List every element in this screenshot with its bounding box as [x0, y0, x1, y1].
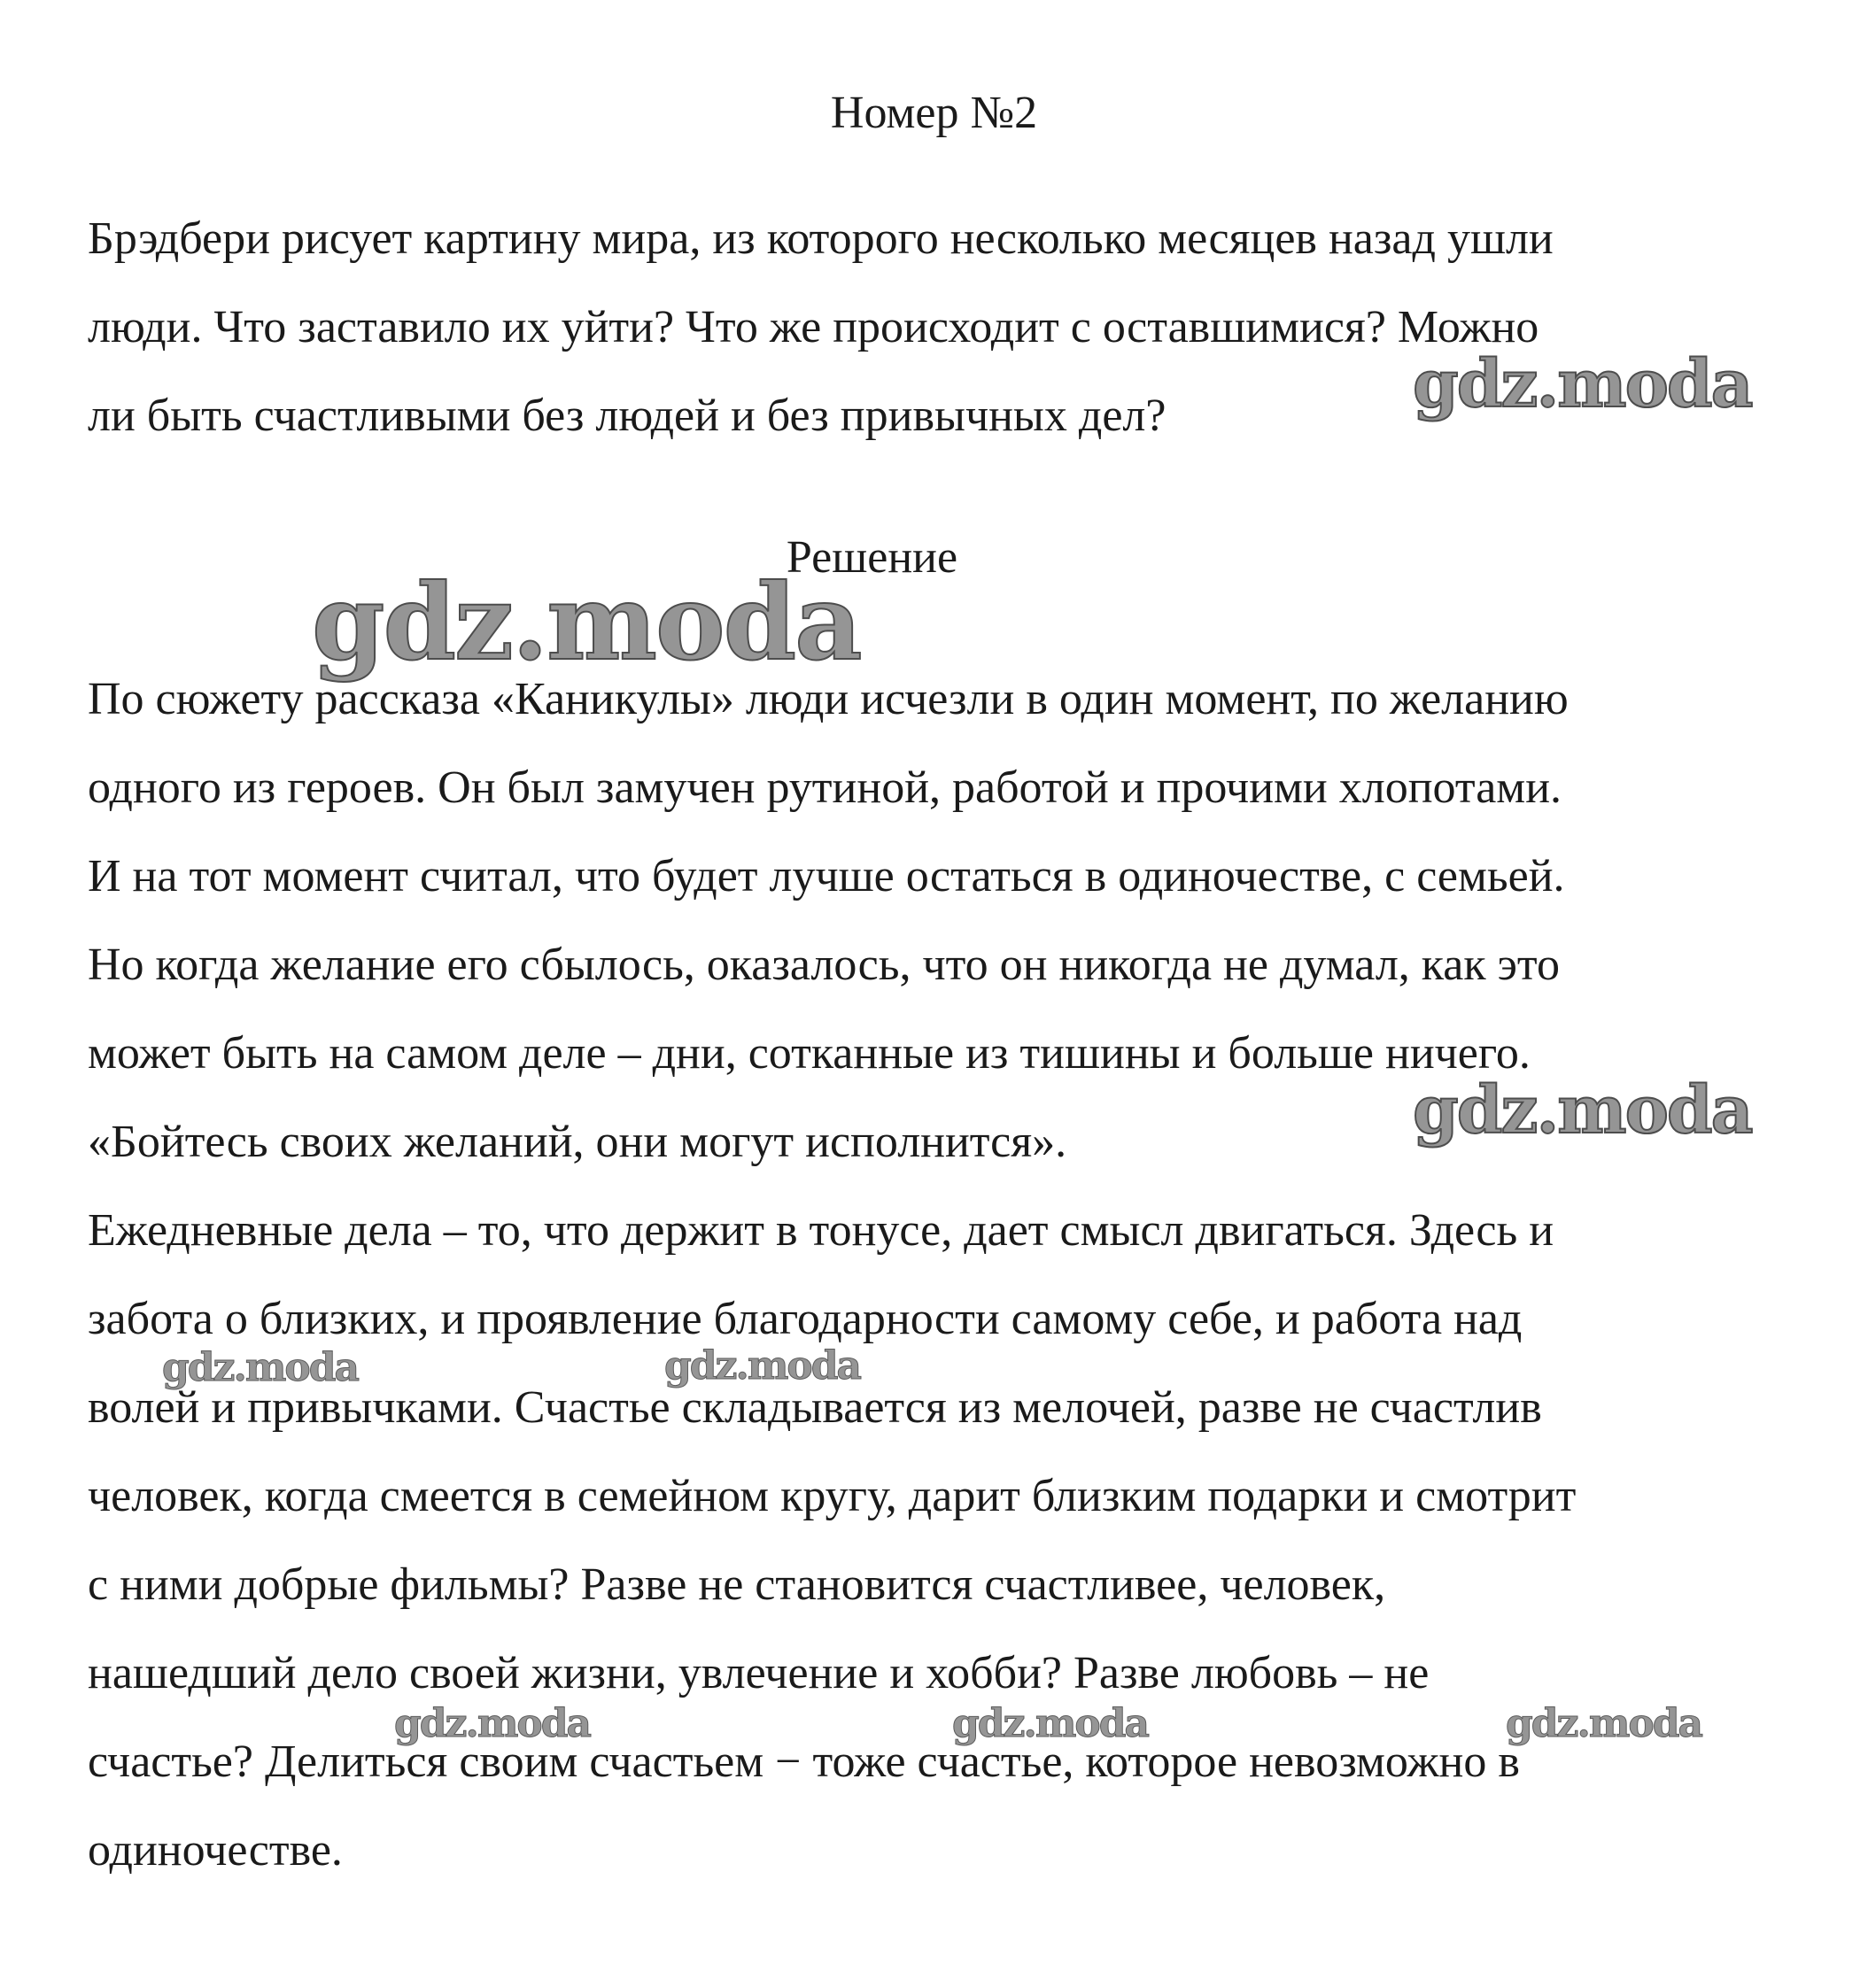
- watermark: gdz.moda: [1413, 1072, 1752, 1149]
- solution-line: может быть на самом деле – дни, сотканные из тишины и больше ничего.: [88, 1028, 1531, 1079]
- watermark: gdz.moda: [312, 561, 861, 684]
- solution-line: волей и привычками. Счастье складывается из мелочей, разве не счастлив: [88, 1382, 1542, 1433]
- solution-line: человек, когда смеется в семейном кругу, дарит близким подарки и смотрит: [88, 1471, 1577, 1521]
- solution-line: забота о близких, и проявление благодарности самому себе, и работа над: [88, 1294, 1523, 1344]
- solution-line: И на тот момент считал, что будет лучше остаться в одиночестве, с семьей.: [88, 851, 1565, 901]
- solution-line: Ежедневные дела – то, что держит в тонусе, дает смысл двигаться. Здесь и: [88, 1205, 1554, 1256]
- solution-line: нашедший дело своей жизни, увлечение и хобби? Разве любовь – не: [88, 1648, 1430, 1698]
- question-line: ли быть счастливыми без людей и без привычных дел?: [88, 391, 1167, 441]
- solution-line: счастье? Делиться своим счастьем − тоже счастье, которое невозможно в: [88, 1737, 1520, 1787]
- watermark: gdz.moda: [1506, 1701, 1702, 1746]
- solution-line: с ними добрые фильмы? Разве не становится счастливее, человек,: [88, 1559, 1386, 1610]
- watermark: gdz.moda: [394, 1701, 591, 1746]
- solution-line: одиночестве.: [88, 1825, 343, 1876]
- solution-line: «Бойтесь своих желаний, они могут исполнится».: [88, 1117, 1067, 1167]
- watermark: gdz.moda: [664, 1343, 861, 1389]
- page-title: Номер №2: [830, 88, 1038, 138]
- watermark: gdz.moda: [162, 1345, 359, 1390]
- watermark: gdz.moda: [1413, 346, 1752, 422]
- solution-heading: Решение: [786, 532, 958, 583]
- solution-line: По сюжету рассказа «Каникулы» люди исчезли в один момент, по желанию: [88, 674, 1569, 724]
- watermark: gdz.moda: [952, 1701, 1149, 1746]
- solution-line: Но когда желание его сбылось, оказалось, что он никогда не думал, как это: [88, 940, 1560, 990]
- question-line: люди. Что заставило их уйти? Что же происходит с оставшимися? Можно: [88, 302, 1539, 352]
- solution-line: одного из героев. Он был замучен рутиной, работой и прочими хлопотами.: [88, 762, 1562, 813]
- question-line: Брэдбери рисует картину мира, из которого несколько месяцев назад ушли: [88, 213, 1554, 264]
